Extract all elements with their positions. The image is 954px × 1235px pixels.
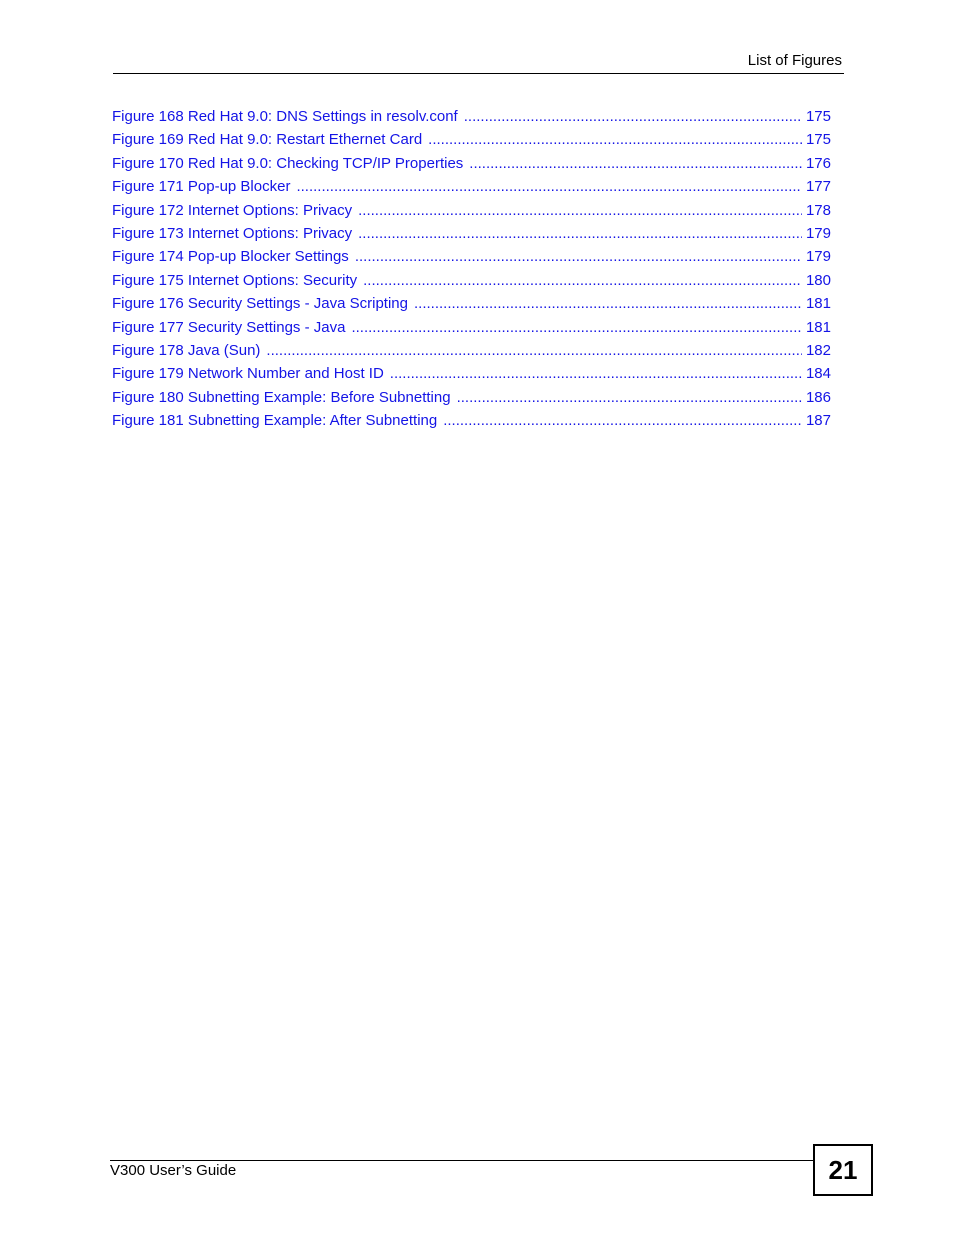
dot-leader xyxy=(296,175,802,198)
figure-entry-link[interactable] xyxy=(112,386,831,409)
header-rule xyxy=(113,73,844,74)
figure-entry-link[interactable] xyxy=(112,339,831,362)
dot-leader xyxy=(457,386,802,409)
dot-leader xyxy=(363,269,802,292)
figure-entry-title: Figure 174 Pop-up Blocker Settings xyxy=(112,248,349,266)
figure-entry-page: 184 xyxy=(805,365,831,383)
figure-entry-link[interactable] xyxy=(112,316,831,339)
dot-leader xyxy=(390,362,802,385)
figure-entry-title: Figure 169 Red Hat 9.0: Restart Ethernet Card xyxy=(112,131,423,149)
page-number: 21 xyxy=(828,1154,858,1185)
figure-entry-page: 182 xyxy=(805,341,831,359)
figure-entry-title: Figure 172 Internet Options: Privacy xyxy=(112,201,353,219)
dot-leader xyxy=(358,222,802,245)
dot-leader xyxy=(464,105,802,128)
figure-entry-page: 180 xyxy=(805,271,831,289)
figure-entry-title: Figure 179 Network Number and Host ID xyxy=(112,365,384,383)
figure-entry-page: 175 xyxy=(805,108,831,125)
page-header-title: List of Figures xyxy=(747,52,842,69)
figure-entry-page: 179 xyxy=(805,224,831,242)
figure-entry-title: Figure 181 Subnetting Example: After Subnetting xyxy=(112,412,438,430)
page-number-box xyxy=(813,1144,873,1196)
figure-entry-page: 187 xyxy=(805,412,831,430)
figure-entry-title: Figure 175 Internet Options: Security xyxy=(112,271,358,289)
dot-leader xyxy=(414,292,802,315)
dot-leader xyxy=(266,339,802,362)
figure-entry-title: Figure 171 Pop-up Blocker xyxy=(112,178,291,196)
figure-entry-page: 179 xyxy=(805,248,831,266)
figure-entry-link[interactable] xyxy=(112,199,831,222)
dot-leader xyxy=(469,152,802,175)
figure-entry-title: Figure 173 Internet Options: Privacy xyxy=(112,224,353,242)
figure-list xyxy=(112,105,831,432)
figure-entry-link[interactable] xyxy=(112,222,831,245)
figure-entry-page: 181 xyxy=(805,295,831,313)
figure-entry-page: 181 xyxy=(805,318,831,336)
dot-leader xyxy=(355,245,802,268)
figure-entry-link[interactable] xyxy=(112,362,831,385)
figure-entry-page: 178 xyxy=(805,201,831,219)
figure-entry-link[interactable] xyxy=(112,105,831,128)
figure-entry-page: 186 xyxy=(805,388,831,406)
figure-entry-link[interactable] xyxy=(112,152,831,175)
figure-entry-title: Figure 177 Security Settings - Java xyxy=(112,318,346,336)
dot-leader xyxy=(351,316,802,339)
figure-entry-link[interactable] xyxy=(112,292,831,315)
figure-entry-title: Figure 176 Security Settings - Java Scripting xyxy=(112,295,408,313)
dot-leader xyxy=(443,409,802,432)
figure-entry-link[interactable] xyxy=(112,409,831,432)
figure-entry-page: 176 xyxy=(805,154,831,172)
figure-entry-page: 175 xyxy=(805,131,831,149)
figure-entry-link[interactable] xyxy=(112,245,831,268)
figure-entry-title: Figure 180 Subnetting Example: Before Subnetting xyxy=(112,388,451,406)
figure-entry-page: 177 xyxy=(805,178,831,196)
dot-leader xyxy=(358,199,802,222)
figure-entry-link[interactable] xyxy=(112,128,831,151)
dot-leader xyxy=(428,128,802,151)
figure-entry-link[interactable] xyxy=(112,175,831,198)
figure-entry-title: Figure 168 Red Hat 9.0: DNS Settings in resolv.conf xyxy=(112,108,458,125)
figure-entry-link[interactable] xyxy=(112,269,831,292)
figure-entry-title: Figure 170 Red Hat 9.0: Checking TCP/IP Properties xyxy=(112,154,464,172)
footer-guide-name: V300 User’s Guide xyxy=(110,1162,237,1179)
figure-entry-title: Figure 178 Java (Sun) xyxy=(112,341,261,359)
